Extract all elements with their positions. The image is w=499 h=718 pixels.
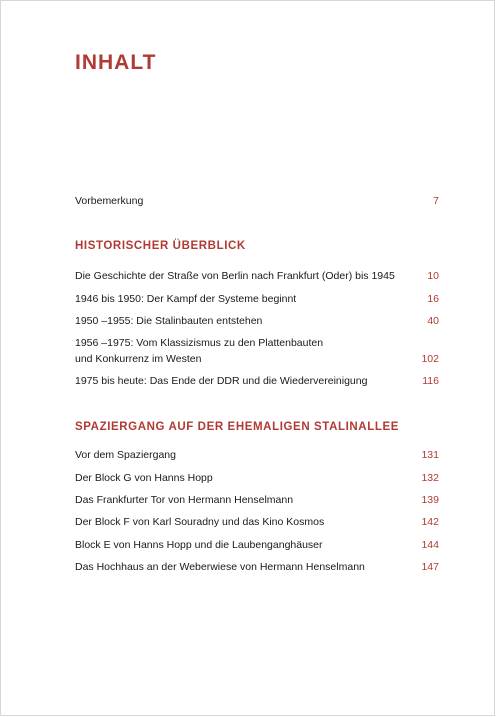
toc-page-number: 147	[421, 561, 439, 573]
toc-page-number: 116	[422, 375, 439, 387]
toc-entry	[75, 313, 439, 329]
toc-page-number: 40	[427, 315, 439, 327]
toc-entry-label: Die Geschichte der Straße von Berlin nach Frankfurt (Oder) bis 1945	[75, 270, 395, 282]
toc-entry-label: Das Frankfurter Tor von Hermann Henselmann	[75, 494, 294, 506]
toc-entry	[75, 492, 439, 508]
toc-page-number: 132	[421, 472, 439, 484]
toc-entry	[75, 537, 439, 553]
toc-entry-label: 1946 bis 1950: Der Kampf der Systeme beginnt	[75, 293, 297, 305]
toc-entry-label	[75, 335, 405, 367]
toc-entry	[75, 447, 439, 463]
toc-entry-label: Vorbemerkung	[75, 195, 144, 207]
toc-entry	[75, 268, 439, 284]
toc-entry-label: Der Block F von Karl Souradny und das Kino Kosmos	[75, 516, 325, 528]
toc-entry-label: Vor dem Spaziergang	[75, 449, 176, 461]
toc-page-number: 10	[427, 270, 439, 282]
toc-page-number: 131	[421, 449, 439, 461]
toc-entry	[75, 373, 439, 389]
toc-entry-label: 1950 –1955: Die Stalinbauten entstehen	[75, 315, 263, 327]
section-heading-historischer-ueberblick: HISTORISCHER ÜBERBLICK	[75, 240, 246, 252]
toc-entry	[75, 470, 439, 486]
page-title: INHALT	[75, 51, 157, 74]
toc-page-number: 102	[421, 353, 439, 365]
toc-entry-line-1: 1956 –1975: Vom Klassizismus zu den Plattenbauten	[75, 337, 324, 349]
toc-entry-label: 1975 bis heute: Das Ende der DDR und die Wiedervereinigung	[75, 375, 368, 387]
toc-entry-label: Block E von Hanns Hopp und die Laubenganghäuser	[75, 539, 323, 551]
toc-entry-label: Der Block G von Hanns Hopp	[75, 472, 213, 484]
toc-page-number: 144	[421, 539, 439, 551]
toc-entry	[75, 514, 439, 530]
toc-entry	[75, 291, 439, 307]
toc-page-number: 139	[421, 494, 439, 506]
toc-entry	[75, 559, 439, 575]
toc-entry-line-2: und Konkurrenz im Westen	[75, 353, 202, 365]
toc-page-number: 7	[433, 195, 439, 207]
toc-page-number: 16	[427, 293, 439, 305]
toc-page-number: 142	[421, 516, 439, 528]
section-heading-spaziergang: SPAZIERGANG AUF DER EHEMALIGEN STALINALLEE	[75, 421, 399, 433]
toc-entry	[75, 335, 439, 367]
toc-entry-label: Das Hochhaus an der Weberwiese von Hermann Henselmann	[75, 561, 365, 573]
toc-entry-vorbemerkung	[75, 193, 439, 209]
